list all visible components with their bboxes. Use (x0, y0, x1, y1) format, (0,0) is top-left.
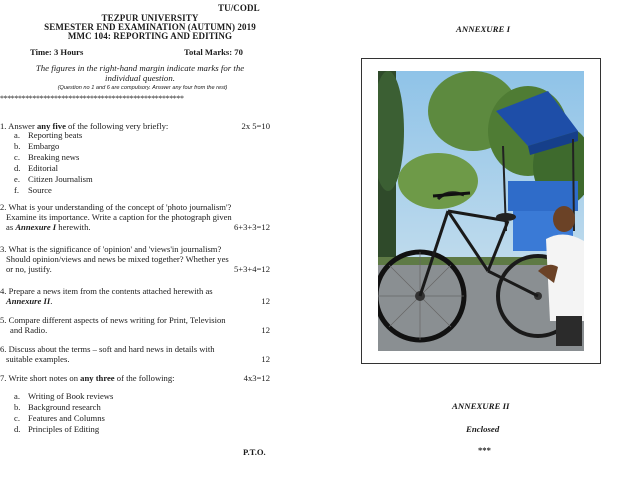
enclosed-label: Enclosed (466, 424, 500, 434)
question-7: 7. Write short notes on any three of the following: 4x3=12 (0, 373, 270, 383)
q1-pre: 1. Answer (0, 121, 37, 131)
q3-marks: 5+3+4=12 (233, 264, 270, 274)
q2-marks: 6+3+3=12 (233, 222, 270, 232)
exam-time: Time: 3 Hours (30, 47, 84, 57)
annexure-2-title: ANNEXURE II (452, 401, 510, 411)
instruction-line-2: individual question. (105, 73, 175, 83)
question-6: 6. Discuss about the terms – soft and hard news in details with suitable examples. 12 (0, 344, 270, 364)
document-code: TU/CODL (218, 3, 260, 13)
annexure-1-title: ANNEXURE I (456, 24, 511, 34)
list-item: d. Editorial (14, 163, 59, 173)
total-marks: Total Marks: 70 (184, 47, 243, 57)
university-name: TEZPUR UNIVERSITY (101, 13, 199, 23)
question-3: 3. What is the significance of 'opinion' and 'views'in journalism? Should opinion/views and news be mixed together? Whether yes or no, justify. 5+3+4=12 (0, 244, 270, 274)
list-item: e. Citizen Journalism (14, 174, 93, 184)
question-4: 4. Prepare a news item from the contents attached herewith as Annexure II. 12 (0, 286, 270, 306)
q1-post: of the following very briefly: (65, 121, 169, 131)
rickshaw-photo (378, 71, 584, 351)
q4-marks: 12 (261, 296, 270, 306)
annexure-1-photo (361, 58, 601, 364)
compulsory-note: (Question no 1 and 6 are compulsory. Answer any four from the rest) (57, 85, 228, 91)
exam-title: SEMESTER END EXAMINATION (AUTUMN) 2019 (44, 22, 256, 32)
list-item: d. Principles of Editing (14, 424, 100, 434)
list-item: b. Background research (14, 402, 101, 412)
course-title: MMC 104: REPORTING AND EDITING (67, 31, 233, 41)
list-item: f. Source (14, 185, 52, 195)
end-stars: *** (478, 445, 491, 455)
divider: *************************************************** (0, 94, 184, 103)
list-item: a. Writing of Book reviews (14, 391, 114, 401)
q7-marks: 4x3=12 (243, 373, 270, 383)
question-5: 5. Compare different aspects of news writing for Print, Television and Radio. 12 (0, 315, 270, 335)
list-item: a. Reporting beats (14, 130, 83, 140)
q1-marks: 2x 5=10 (241, 121, 270, 131)
q6-marks: 12 (261, 354, 270, 364)
q5-marks: 12 (261, 325, 270, 335)
instruction-line-1: The figures in the right-hand margin indicate marks for the (35, 63, 245, 73)
question-2: 2. What is your understanding of the concept of 'photo journalism'? Examine its importance. Write a caption for the photograph given as Annexure I herewith. 6+3+3=12 (0, 202, 270, 232)
list-item: c. Features and Columns (14, 413, 105, 423)
list-item: b. Embargo (14, 141, 60, 151)
pto-label: P.T.O. (243, 447, 266, 457)
q1-emph: any five (37, 121, 66, 131)
list-item: c. Breaking news (14, 152, 80, 162)
